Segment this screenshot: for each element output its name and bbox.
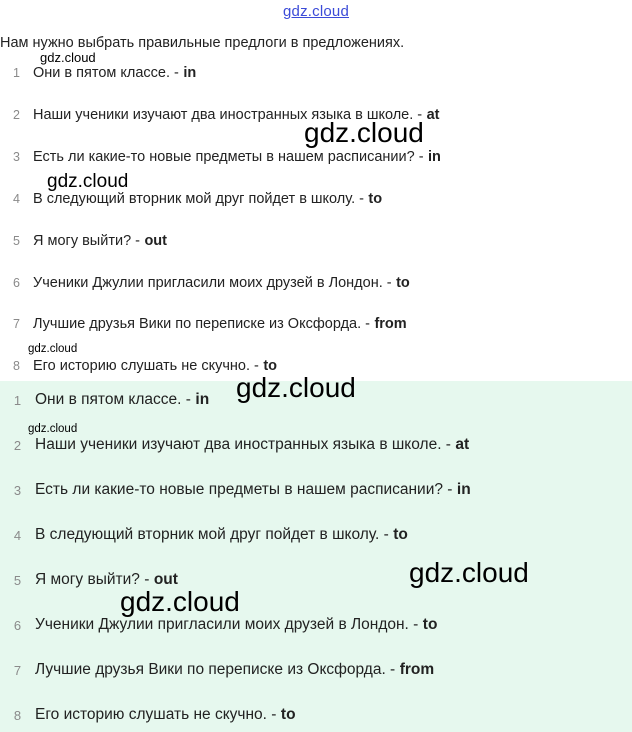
item-number: 8 — [13, 707, 22, 723]
watermark: gdz.cloud — [28, 423, 78, 435]
item-number: 5 — [13, 234, 20, 248]
item-answer: to — [396, 275, 410, 291]
item-answer: to — [393, 526, 408, 543]
item-text: Его историю слушать не скучно. - — [35, 706, 277, 723]
item-number: 4 — [13, 192, 20, 206]
item-text: Они в пятом классе. - — [35, 391, 191, 408]
list-item — [0, 524, 408, 546]
item-text: Я могу выйти? - — [33, 233, 140, 249]
watermark: gdz.cloud — [304, 117, 424, 148]
list-item — [0, 272, 410, 294]
item-number: 5 — [13, 572, 22, 588]
list-item — [0, 479, 471, 501]
item-text: Его историю слушать не скучно. - — [33, 358, 259, 374]
item-answer: out — [144, 233, 167, 249]
watermark: gdz.cloud — [40, 50, 96, 65]
watermark: gdz.cloud — [47, 171, 129, 192]
item-text: Я могу выйти? - — [35, 571, 150, 588]
item-text: Ученики Джулии пригласили моих друзей в Лондон. - — [33, 275, 392, 291]
item-text: Есть ли какие-то новые предметы в нашем расписании? - — [35, 481, 453, 498]
item-number: 3 — [13, 482, 22, 498]
item-text: Они в пятом классе. - — [33, 65, 179, 81]
item-text: В следующий вторник мой друг пойдет в школу. - — [33, 191, 364, 207]
item-number: 1 — [13, 392, 22, 408]
item-number: 7 — [13, 662, 22, 678]
list-item — [0, 659, 434, 681]
item-answer: at — [455, 436, 470, 453]
list-item — [0, 230, 167, 252]
item-number: 7 — [13, 317, 20, 331]
item-answer: to — [368, 191, 383, 207]
watermark: gdz.cloud — [120, 586, 240, 617]
watermark: gdz.cloud — [236, 372, 356, 403]
list-item — [0, 62, 196, 84]
watermark: gdz.cloud — [28, 343, 78, 355]
item-answer: from — [374, 316, 407, 332]
item-answer: from — [399, 661, 435, 678]
item-answer: in — [195, 391, 210, 408]
item-answer: at — [426, 107, 440, 123]
item-text: Есть ли какие-то новые предметы в нашем расписании? - — [33, 149, 424, 165]
watermark: gdz.cloud — [409, 557, 529, 588]
list-item — [0, 704, 296, 726]
item-answer: to — [422, 616, 438, 633]
intro-text: Нам нужно выбрать правильные предлоги в предложениях. — [0, 35, 405, 51]
item-text: Наши ученики изучают два иностранных языка в школе. - — [35, 436, 451, 453]
list-item — [0, 389, 209, 411]
list-item — [0, 146, 441, 168]
item-answer: to — [263, 358, 278, 374]
item-number: 1 — [13, 66, 20, 80]
list-item — [0, 313, 407, 335]
item-number: 2 — [13, 437, 22, 453]
answer-block — [0, 381, 632, 732]
item-text: Ученики Джулии пригласили моих друзей в Лондон. - — [35, 616, 419, 633]
item-number: 6 — [13, 617, 22, 633]
item-answer: in — [456, 481, 471, 498]
item-number: 2 — [13, 108, 20, 122]
item-answer: to — [280, 706, 296, 723]
item-answer: in — [427, 149, 441, 165]
item-text: Наши ученики изучают два иностранных языка в школе. - — [33, 107, 423, 123]
item-number: 8 — [13, 359, 20, 373]
item-text: В следующий вторник мой друг пойдет в школу. - — [35, 526, 389, 543]
site-logo[interactable]: gdz.cloud — [282, 3, 349, 20]
item-number: 6 — [13, 276, 20, 290]
list-item — [0, 434, 469, 456]
item-answer: in — [183, 65, 197, 81]
item-text: Лучшие друзья Вики по переписке из Оксфорда. - — [35, 661, 396, 678]
item-answer: out — [153, 571, 178, 588]
item-text: Лучшие друзья Вики по переписке из Оксфорда. - — [33, 316, 370, 332]
item-number: 3 — [13, 150, 20, 164]
item-number: 4 — [13, 527, 22, 543]
